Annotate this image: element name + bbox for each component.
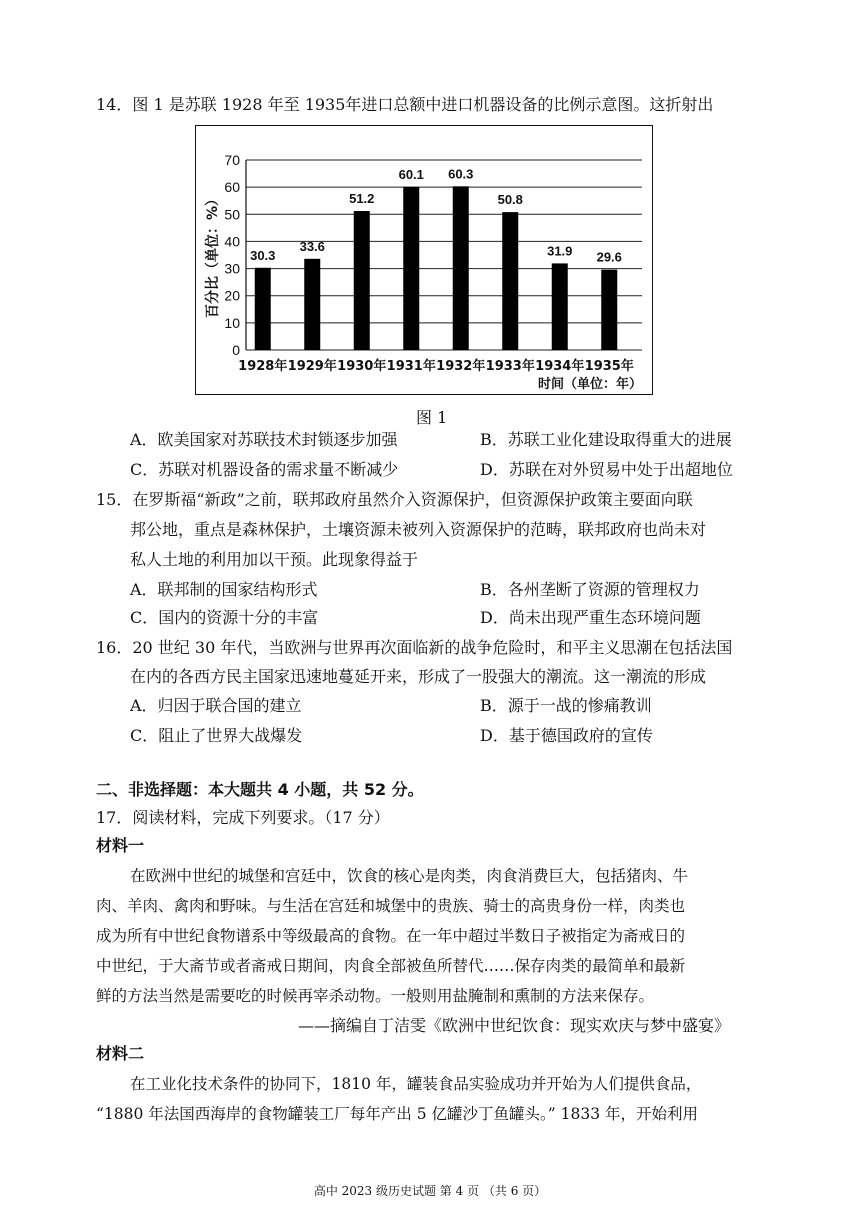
q15-stem-line-2: 邦公地，重点是森林保护，土壤资源未被列入资源保护的范畴，联邦政府也尚未对 [130,520,707,539]
bar [453,186,469,350]
bar [354,211,370,350]
page-footer: 高中 2023 级历史试题 第 4 页 （共 6 页） [313,1184,547,1198]
q17-instruction: 17．阅读材料，完成下列要求。（17 分） [96,808,390,827]
bar-value-label: 29.6 [596,249,622,265]
material-1-line-1: 在欧洲中世纪的城堡和宫廷中，饮食的核心是肉类，肉食消费巨大，包括猪肉、牛 [130,867,689,885]
bar [502,212,518,350]
x-tick-label: 1930年 [337,359,387,374]
material-2-label: 材料二 [96,1044,145,1063]
bar [255,268,271,350]
material-1-label: 材料一 [96,836,145,855]
x-tick-label: 1934年 [535,359,585,374]
bar-value-label: 31.9 [547,243,573,259]
section-2-title: 二、非选择题：本大题共 4 小题，共 52 分。 [96,780,424,799]
bar-value-label: 51.2 [349,191,375,207]
x-tick-label: 1933年 [485,359,535,374]
q16-option-d: D．基于德国政府的宣传 [480,726,653,745]
q16-stem-line-2: 在内的各西方民主国家迅速地蔓延开来，形成了一股强大的潮流。这一潮流的形成 [130,667,707,686]
bar-value-label: 30.3 [250,247,276,263]
x-tick-label: 1932年 [436,359,486,374]
bar [552,263,568,350]
material-1-source: ——摘编自丁洁雯《欧洲中世纪饮食：现实欢庆与梦中盛宴》 [298,1016,731,1035]
x-tick-label: 1929年 [287,359,337,374]
q14-option-d: D．苏联在对外贸易中处于出超地位 [480,460,733,479]
bar-value-label: 60.3 [448,166,474,182]
material-1-line-2: 肉、羊肉、禽肉和野味。与生活在宫廷和城堡中的贵族、骑士的高贵身份一样，肉类也 [96,897,686,915]
material-1-line-3: 成为所有中世纪食物谱系中等级最高的食物。在一年中超过半数日子被指定为斋戒日的 [96,927,686,945]
y-tick-label: 0 [232,342,240,358]
bar [601,270,617,350]
y-tick-label: 30 [224,260,240,277]
bar-value-label: 60.1 [398,166,424,182]
q14-option-a: A．欧美国家对苏联技术封锁逐步加强 [130,430,398,449]
x-tick-label: 1935年 [584,359,634,374]
x-tick-label: 1928年 [238,359,288,374]
y-tick-label: 20 [224,287,240,304]
bar-value-label: 50.8 [497,192,523,208]
material-2-line-1: 在工业化技术条件的协同下，1810 年，罐装食品实验成功并开始为人们提供食品， [130,1075,702,1093]
q14-option-c: C．苏联对机器设备的需求量不断减少 [130,460,399,479]
q14-option-b: B．苏联工业化建设取得重大的进展 [480,430,732,449]
material-1-line-5: 鲜的方法当然是需要吃的时候再宰杀动物。一般则用盐腌制和熏制的方法来保存。 [96,987,655,1005]
material-2-line-2: “1880 年法国西海岸的食物罐装工厂每年产出 5 亿罐沙丁鱼罐头。” 1833 年，开始利用 [96,1105,698,1123]
q15-option-c: C．国内的资源十分的丰富 [130,608,319,627]
q16-option-c: C．阻止了世界大战爆发 [130,726,303,745]
x-tick-label: 1931年 [386,359,436,374]
figure-1-chart [195,125,653,395]
q15-option-a: A．联邦制的国家结构形式 [130,580,318,599]
q16-option-a: A．归因于联合国的建立 [130,696,302,715]
q14-stem: 14．图 1 是苏联 1928 年至 1935年进口总额中进口机器设备的比例示意图。这折射出 [96,95,714,114]
x-axis-label: 时间（单位：年） [537,377,642,392]
q16-stem-line-1: 16．20 世纪 30 年代，当欧洲与世界再次面临新的战争危险时，和平主义思潮在包括法国 [96,638,733,657]
y-tick-label: 50 [224,206,240,223]
q15-stem-line-1: 15．在罗斯福“新政”之前，联邦政府虽然介入资源保护，但资源保护政策主要面向联 [96,490,693,509]
y-tick-label: 70 [224,152,240,168]
q15-option-d: D．尚未出现严重生态环境问题 [480,608,701,627]
q15-option-b: B．各州垄断了资源的管理权力 [480,580,700,599]
y-tick-label: 60 [224,179,240,196]
bar-chart-svg [196,126,654,396]
bar [403,187,419,350]
q16-option-b: B．源于一战的惨痛教训 [480,696,652,715]
material-1-line-4: 中世纪，于大斋节或者斋戒日期间，肉食全部被鱼所替代……保存肉类的最简单和最新 [96,957,686,975]
bar-value-label: 33.6 [299,238,325,254]
y-tick-label: 40 [224,233,240,250]
y-tick-label: 10 [224,314,240,331]
figure-caption: 图 1 [416,408,448,427]
bar [304,259,320,350]
q15-stem-line-3: 私人土地的利用加以干预。此现象得益于 [130,550,419,569]
y-axis-label: 百分比（单位：%） [205,191,221,319]
